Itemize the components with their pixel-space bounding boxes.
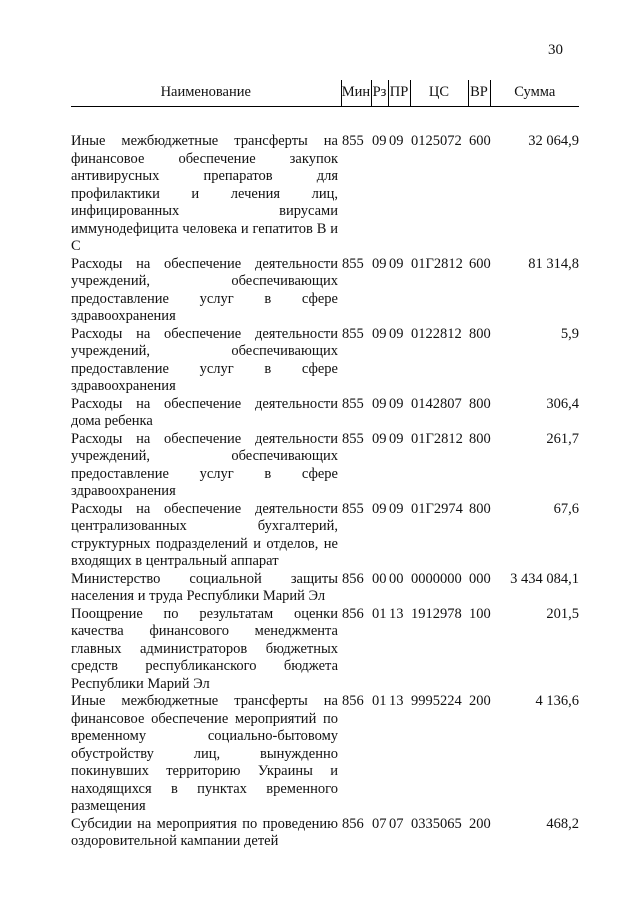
row-rz: 09 [372,430,387,447]
row-pr: 09 [389,325,404,342]
row-min: 856 [342,815,364,832]
row-min: 856 [342,570,364,587]
row-rz: 09 [372,325,387,342]
row-name: Иные межбюджетные трансферты на финансовое обеспечение закупок антивирусных препаратов для профилактики и лечения лиц, инфицированных вирусами иммунодефицита человека и гепатитов В и С [71,133,338,254]
row-vr: 200 [469,693,491,709]
row-name: Расходы на обеспечение деятельности учреждений, обеспечивающих предоставление услуг в сфере здравоохранения [71,325,338,394]
row-rz: 01 [372,605,387,622]
row-min: 855 [342,133,364,149]
row-min: 856 [342,693,364,709]
row-sum: 306,4 [546,395,579,412]
row-sum: 32 064,9 [528,133,579,149]
header-rz: Рз [371,80,388,107]
row-cs: 0142807 [411,395,462,412]
row-cs: 0122812 [411,325,462,342]
row-name: Расходы на обеспечение деятельности централизованных бухгалтерий, структурных подразделений и отделов, не входящих в центральный аппарат [71,500,338,569]
table-row [71,816,579,851]
row-sum: 5,9 [560,325,579,342]
row-pr: 09 [389,133,404,149]
row-name: Поощрение по результатам оценки качества финансового менеджмента главных администраторов бюджетных средств республиканского бюджета Республики Марий Эл [71,605,338,692]
row-cs: 01Г2812 [411,255,463,272]
table-row [71,256,579,326]
row-min: 855 [342,325,364,342]
table-header-row [71,80,579,107]
table-row [71,693,579,816]
row-cs: 01Г2812 [411,430,463,447]
row-min: 855 [342,255,364,272]
row-rz: 07 [372,815,387,832]
row-sum: 3 434 084,1 [510,570,579,587]
row-vr: 200 [469,815,491,832]
row-rz: 09 [372,133,387,149]
row-pr: 07 [389,815,404,832]
header-name: Наименование [71,80,341,107]
row-pr: 13 [389,693,404,709]
row-pr: 00 [389,570,404,587]
row-sum: 468,2 [546,815,579,832]
row-min: 855 [342,430,364,447]
page-number: 30 [548,42,563,58]
row-pr: 09 [389,395,404,412]
table-row [71,606,579,694]
row-rz: 01 [372,693,387,709]
row-name: Расходы на обеспечение деятельности дома ребенка [71,395,338,429]
row-vr: 000 [469,570,491,587]
row-pr: 09 [389,255,404,272]
row-min: 855 [342,500,364,517]
row-name: Иные межбюджетные трансферты на финансовое обеспечение мероприятий по временному социально-бытовому обустройству лиц, вынужденно покинувших территорию Украины и находящихся в пунктах временного размещения [71,693,338,814]
row-vr: 600 [469,255,491,272]
row-pr: 13 [389,605,404,622]
row-name: Министерство социальной защиты населения и труда Республики Марий Эл [71,570,338,604]
row-vr: 100 [469,605,491,622]
table-row [71,501,579,571]
row-pr: 09 [389,500,404,517]
row-cs: 0335065 [411,815,462,832]
row-pr: 09 [389,430,404,447]
row-vr: 600 [469,133,491,149]
row-sum: 261,7 [546,430,579,447]
row-cs: 9995224 [411,693,462,709]
row-vr: 800 [469,430,491,447]
table-row [71,396,579,431]
row-rz: 00 [372,570,387,587]
row-name: Расходы на обеспечение деятельности учреждений, обеспечивающих предоставление услуг в сфере здравоохранения [71,430,338,499]
row-cs: 0125072 [411,133,462,149]
table-row [71,571,579,606]
row-rz: 09 [372,500,387,517]
row-name: Субсидии на мероприятия по проведению оздоровительной кампании детей [71,815,338,849]
table-row [71,431,579,501]
table-row [71,133,579,256]
header-min: Мин [341,80,371,107]
row-cs: 0000000 [411,570,462,587]
row-vr: 800 [469,500,491,517]
header-cs: ЦС [410,80,468,107]
row-cs: 01Г2974 [411,500,463,517]
budget-table [71,80,579,851]
row-cs: 1912978 [411,605,462,622]
table-body [71,107,579,851]
row-rz: 09 [372,395,387,412]
row-rz: 09 [372,255,387,272]
row-sum: 201,5 [546,605,579,622]
row-sum: 81 314,8 [528,255,579,272]
row-sum: 67,6 [553,500,579,517]
table-row [71,326,579,396]
row-min: 855 [342,395,364,412]
header-pr: ПР [388,80,410,107]
header-sum: Сумма [490,80,579,107]
row-vr: 800 [469,325,491,342]
row-vr: 800 [469,395,491,412]
row-sum: 4 136,6 [535,693,579,709]
row-min: 856 [342,605,364,622]
header-vr: ВР [468,80,490,107]
row-name: Расходы на обеспечение деятельности учреждений, обеспечивающих предоставление услуг в сфере здравоохранения [71,255,338,324]
